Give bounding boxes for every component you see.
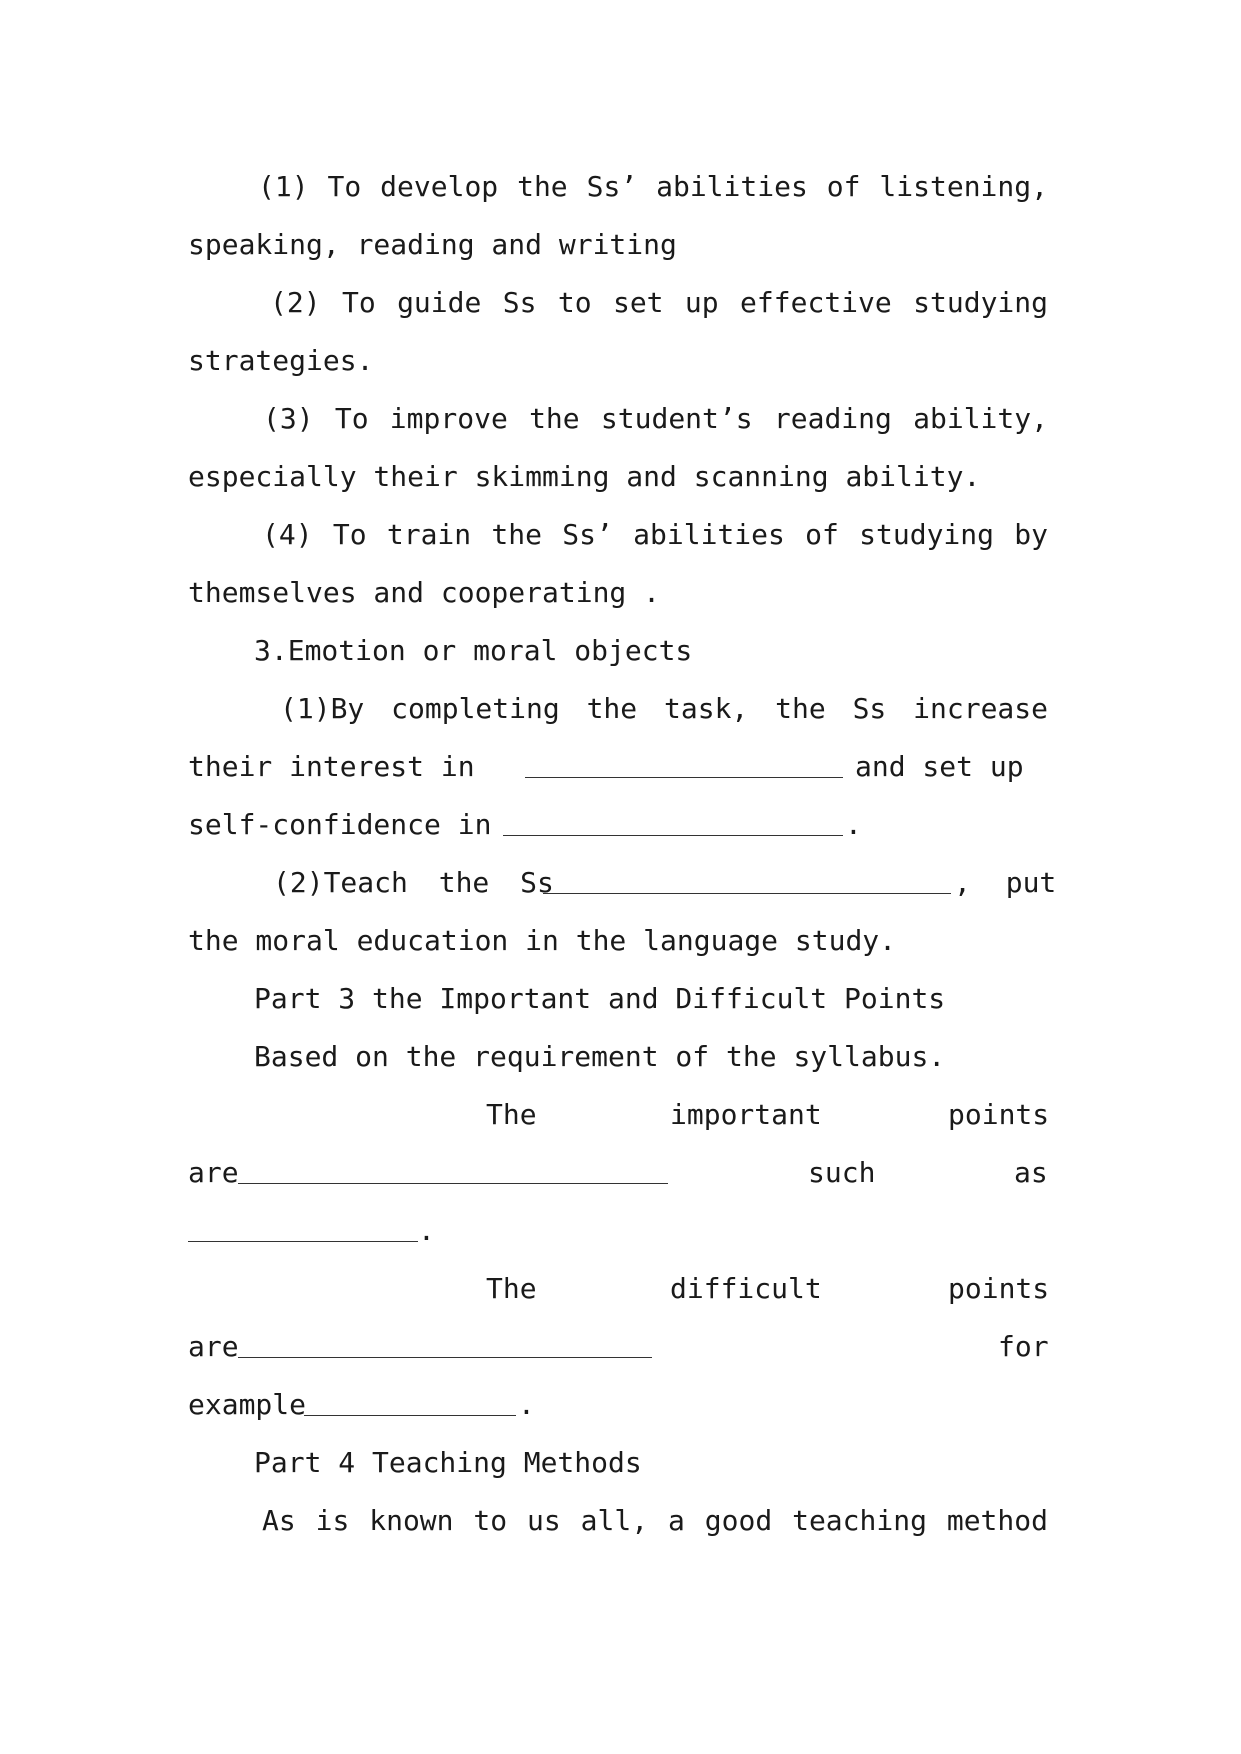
word: such bbox=[808, 1156, 876, 1189]
text-line-8: themselves and cooperating . bbox=[188, 576, 661, 609]
text-line-17 bbox=[188, 1095, 1048, 1135]
word: points bbox=[948, 1272, 1050, 1305]
word: . bbox=[418, 1214, 435, 1247]
text-line-20 bbox=[188, 1269, 1048, 1309]
word: points bbox=[948, 1098, 1050, 1131]
word: important bbox=[670, 1098, 822, 1131]
text-line-24: As is known to us all, a good teaching method bbox=[262, 1504, 1048, 1537]
word: are bbox=[188, 1330, 239, 1363]
fill-in-blank bbox=[238, 1357, 652, 1358]
blank-prefix: their interest in bbox=[188, 750, 475, 783]
blank-suffix: , put bbox=[954, 866, 1057, 899]
section-heading-emotion: 3.Emotion or moral objects bbox=[254, 634, 693, 667]
fill-in-blank bbox=[188, 1241, 418, 1242]
fill-in-blank bbox=[503, 835, 843, 836]
word: . bbox=[518, 1388, 535, 1421]
text-line-5: (3) To improve the student’s reading ability, bbox=[263, 402, 1048, 435]
fill-in-blank bbox=[543, 893, 951, 894]
word: The bbox=[486, 1098, 537, 1131]
text-line-7: (4) To train the Ss’ abilities of studying by bbox=[262, 518, 1048, 551]
fill-in-blank bbox=[238, 1183, 668, 1184]
text-line-10: (1)By completing the task, the Ss increase bbox=[280, 692, 1048, 725]
fill-in-blank bbox=[525, 777, 843, 778]
text-line-16: Based on the requirement of the syllabus. bbox=[254, 1040, 946, 1073]
blank-suffix: and set up bbox=[855, 750, 1024, 783]
text-line-1: (1) To develop the Ss’ abilities of listening, bbox=[258, 170, 1048, 203]
text-line-22 bbox=[188, 1385, 1048, 1425]
blank-prefix: self-confidence in bbox=[188, 808, 492, 841]
fill-in-blank bbox=[304, 1415, 516, 1416]
text-line-6: especially their skimming and scanning ability. bbox=[188, 460, 981, 493]
word: for bbox=[998, 1330, 1049, 1363]
section-heading-part4: Part 4 Teaching Methods bbox=[254, 1446, 642, 1479]
text-line-19 bbox=[188, 1211, 1048, 1251]
text-line-4: strategies. bbox=[188, 344, 374, 377]
word: example bbox=[188, 1388, 307, 1421]
text-line-21 bbox=[188, 1327, 1048, 1367]
word: are bbox=[188, 1156, 239, 1189]
word: The bbox=[486, 1272, 537, 1305]
section-heading-part3: Part 3 the Important and Difficult Points bbox=[254, 982, 946, 1015]
text-line-11 bbox=[188, 747, 1048, 787]
text-line-13 bbox=[188, 863, 1057, 903]
text-line-12 bbox=[188, 805, 1048, 845]
text-line-14: the moral education in the language study. bbox=[188, 924, 897, 957]
text-line-2: speaking, reading and writing bbox=[188, 228, 677, 261]
text-line-18 bbox=[188, 1153, 1048, 1193]
word: as bbox=[1014, 1156, 1048, 1189]
word: difficult bbox=[670, 1272, 822, 1305]
text-line-3: (2) To guide Ss to set up effective studying bbox=[270, 286, 1048, 319]
blank-suffix: . bbox=[845, 808, 862, 841]
blank-prefix: (2)Teach the Ss bbox=[273, 866, 554, 899]
